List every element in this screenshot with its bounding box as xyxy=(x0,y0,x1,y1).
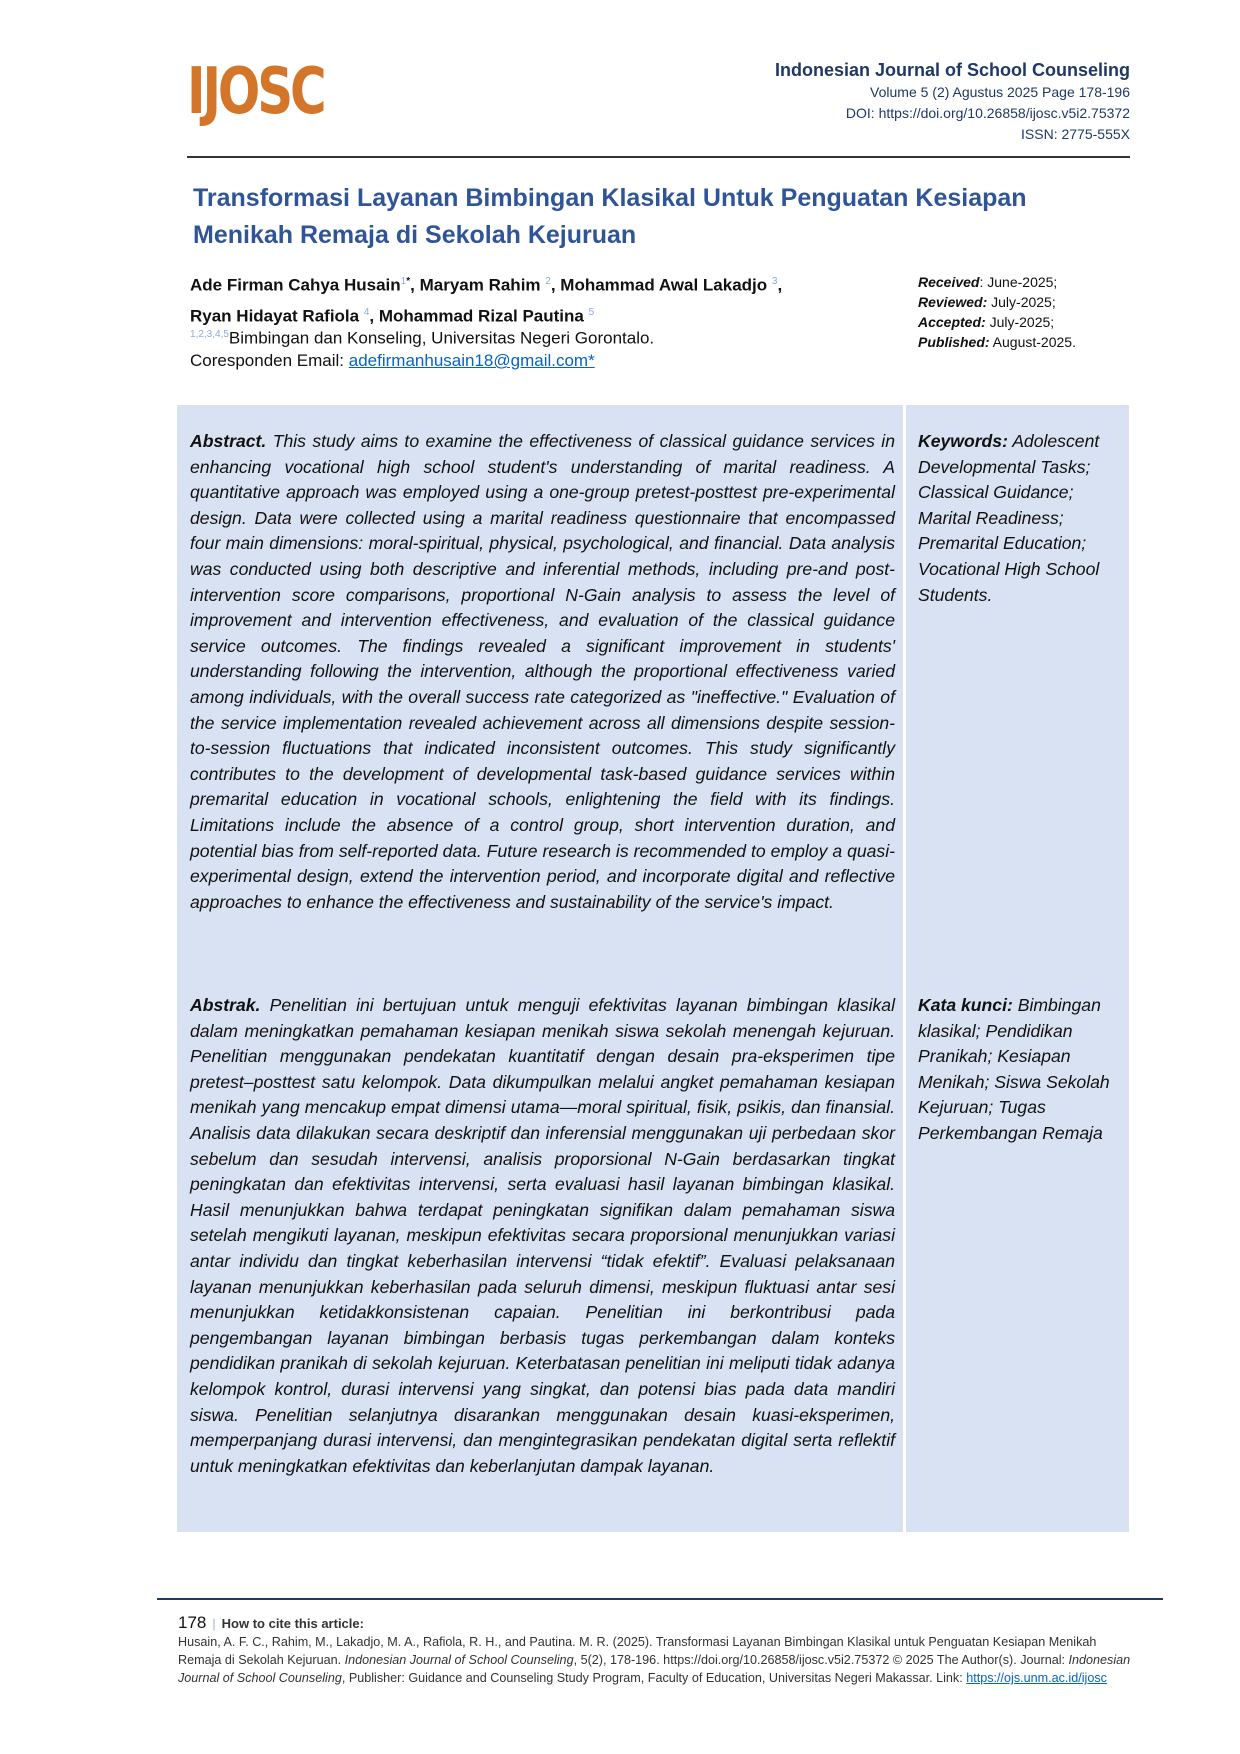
abstrak-label: Abstrak. xyxy=(190,995,261,1015)
author-sup: 5 xyxy=(588,306,595,318)
keywords-text: Adolescent Developmental Tasks; Classical Guidance; Marital Readiness; Premarital Education; Vocational High School Students. xyxy=(918,431,1100,605)
keywords-indonesian xyxy=(918,993,1123,1147)
date-reviewed: Reviewed: July-2025; xyxy=(918,294,1056,310)
author-sup: 3 xyxy=(771,276,778,287)
footer xyxy=(178,1614,1138,1687)
header-divider xyxy=(187,156,1130,158)
corresponding-email xyxy=(190,348,595,374)
journal-info xyxy=(775,58,1130,145)
journal-logo: IJOSC xyxy=(187,55,324,129)
journal-doi[interactable]: DOI: https://doi.org/10.26858/ijosc.v5i2.75372 xyxy=(845,105,1130,121)
cite-label: How to cite this article: xyxy=(221,1616,364,1631)
date-published: Published: August-2025. xyxy=(918,334,1076,350)
email-link[interactable]: adefirmanhusain18@gmail.com* xyxy=(348,351,595,370)
date-received: Received: June-2025; xyxy=(918,274,1058,290)
email-label: Coresponden Email: xyxy=(190,351,345,370)
journal-volume: Volume 5 (2) Agustus 2025 Page 178-196 xyxy=(870,84,1130,100)
author-sup: 2 xyxy=(545,276,551,287)
journal-link[interactable]: https://ojs.unm.ac.id/ijosc xyxy=(966,1671,1107,1685)
date-accepted: Accepted: July-2025; xyxy=(918,314,1055,330)
keywords-label: Keywords: xyxy=(918,431,1008,451)
footer-divider xyxy=(157,1598,1163,1600)
footer-separator: | xyxy=(212,1617,216,1631)
citation-text: Husain, A. F. C., Rahim, M., Lakadjo, M. A., Rafiola, R. H., and Pautina. M. R. (2025). Transformasi Layanan Bimbingan Klasikal untuk Penguatan Kesiapan Menikah Remaja di Sekolah Kejuruan. Indonesian Journal of School Counseling, 5(2), 178-196. https://doi.org/10.26858/ijosc.v5i2.75372 © 2025 The Author(s). Journal: Indonesian Journal of School Counseling, Publisher: Guidance and Counseling Study Program, Faculty of Education, Universitas Negeri Makassar. Link: https://ojs.unm.ac.id/ijosc xyxy=(178,1635,1131,1685)
author-sup: 4 xyxy=(363,306,370,318)
kata-kunci-text: Bimbingan klasikal; Pendidikan Pranikah; Kesiapan Menikah; Siswa Sekolah Kejuruan; Tugas Perkembangan Remaja xyxy=(918,995,1110,1143)
article-title: Transformasi Layanan Bimbingan Klasikal Untuk Penguatan Kesiapan Menikah Remaja di Sekolah Kejuruan xyxy=(193,184,1027,249)
abstract-indonesian xyxy=(190,993,895,1479)
page-number: 178 xyxy=(178,1613,207,1632)
abstrak-text: Penelitian ini bertujuan untuk menguji efektivitas layanan bimbingan klasikal dalam meningkatkan pemahaman kesiapan menikah siswa sekolah menengah kejuruan. Penelitian menggunakan pendekatan kuantitatif dengan desain pra-eksperimen tipe pretest–posttest satu kelompok. Data dikumpulkan melalui angket pemahaman kesiapan menikah yang mencakup empat dimensi utama—moral spiritual, fisik, psikis, dan finansial. Analisis data dilakukan secara deskriptif dan inferensial menggunakan uji perbedaan skor sebelum dan sesudah intervensi, analisis proporsional N-Gain berdasarkan tingkat peningkatan dan efektivitas intervensi, serta evaluasi hasil layanan bimbingan klasikal. Hasil menunjukkan bahwa terdapat peningkatan signifikan dalam pemahaman siswa setelah mengikuti layanan, meskipun efektivitas secara proporsional menunjukkan variasi antar individu dan tingkat keberhasilan intervensi “tidak efektif”. Evaluasi pelaksanaan layanan menunjukkan keberhasilan pada seluruh dimensi, meskipun fluktuasi antar sesi menunjukkan ketidakkonsistenan capaian. Penelitian ini berkontribusi pada pengembangan layanan bimbingan berbasis tugas perkembangan dalam konteks pendidikan pranikah di sekolah kejuruan. Keterbatasan penelitian ini meliputi tidak adanya kelompok kontrol, durasi intervensi yang singkat, dan potensi bias pada data mandiri siswa. Penelitian selanjutnya disarankan menggunakan desain kuasi-eksperimen, memperpanjang durasi intervensi, dan mengintegrasikan pendekatan digital serta reflektif untuk meningkatkan efektivitas dan keberlanjutan dampak layanan. xyxy=(190,995,895,1476)
author-sup: 1 xyxy=(400,276,407,287)
footer-cite-line xyxy=(178,1614,1138,1633)
abstract-text: This study aims to examine the effectiveness of classical guidance services in enhancing vocational high school student's understanding of marital readiness. A quantitative approach was employed using a one-group pretest-posttest pre-experimental design. Data were collected using a marital readiness questionnaire that encompassed four main dimensions: moral-spiritual, physical, psychological, and financial. Data analysis was conducted using both descriptive and inferential methods, including pre-and post-intervention score comparisons, proportional N-Gain analysis to assess the level of improvement and intervention effectiveness, and evaluation of the classical guidance service outcomes. The findings revealed a significant improvement in students' understanding following the intervention, although the proportional effectiveness varied among individuals, with the overall success rate categorized as "ineffective." Evaluation of the service implementation revealed achievement across all dimensions despite session-to-session fluctuations that indicated inconsistent outcomes. This study significantly contributes to the development of developmental task-based guidance services within premarital education in vocational schools, enlightening the field with its findings. Limitations include the absence of a control group, short intervention duration, and potential bias from self-reported data. Future research is recommended to employ a quasi-experimental design, extend the intervention period, and incorporate digital and reflective approaches to enhance the effectiveness and sustainability of the service's impact. xyxy=(190,431,895,912)
abstract-column-divider xyxy=(903,405,906,1532)
author-name: Maryam Rahim xyxy=(419,275,541,295)
affiliation-text: Bimbingan dan Konseling, Universitas Negeri Gorontalo. xyxy=(228,328,655,348)
journal-name: Indonesian Journal of School Counseling xyxy=(774,60,1130,80)
article-dates xyxy=(918,272,1076,352)
abstract-english xyxy=(190,429,895,915)
author-name: Mohammad Rizal Pautina xyxy=(378,306,584,326)
author-name: Mohammad Awal Lakadjo xyxy=(560,275,768,295)
corresponding-mark: * xyxy=(406,276,411,287)
journal-issn: ISSN: 2775-555X xyxy=(1021,126,1130,142)
abstract-label: Abstract. xyxy=(190,431,267,451)
keywords-english xyxy=(918,429,1123,608)
author-name: Ryan Hidayat Rafiola xyxy=(190,306,360,326)
author-name: Ade Firman Cahya Husain xyxy=(190,275,401,295)
affiliation-sup: 1,2,3,4,5 xyxy=(190,329,229,340)
kata-kunci-label: Kata kunci: xyxy=(918,995,1013,1015)
author-list: Ade Firman Cahya Husain$^{1*}$, Maryam Rahim $^2$, Mohammad Awal Lakadjo $^3$, Ryan Hidayat Rafiola $^4$, Mohammad Rizal Pautina $^5$ xyxy=(190,275,783,326)
